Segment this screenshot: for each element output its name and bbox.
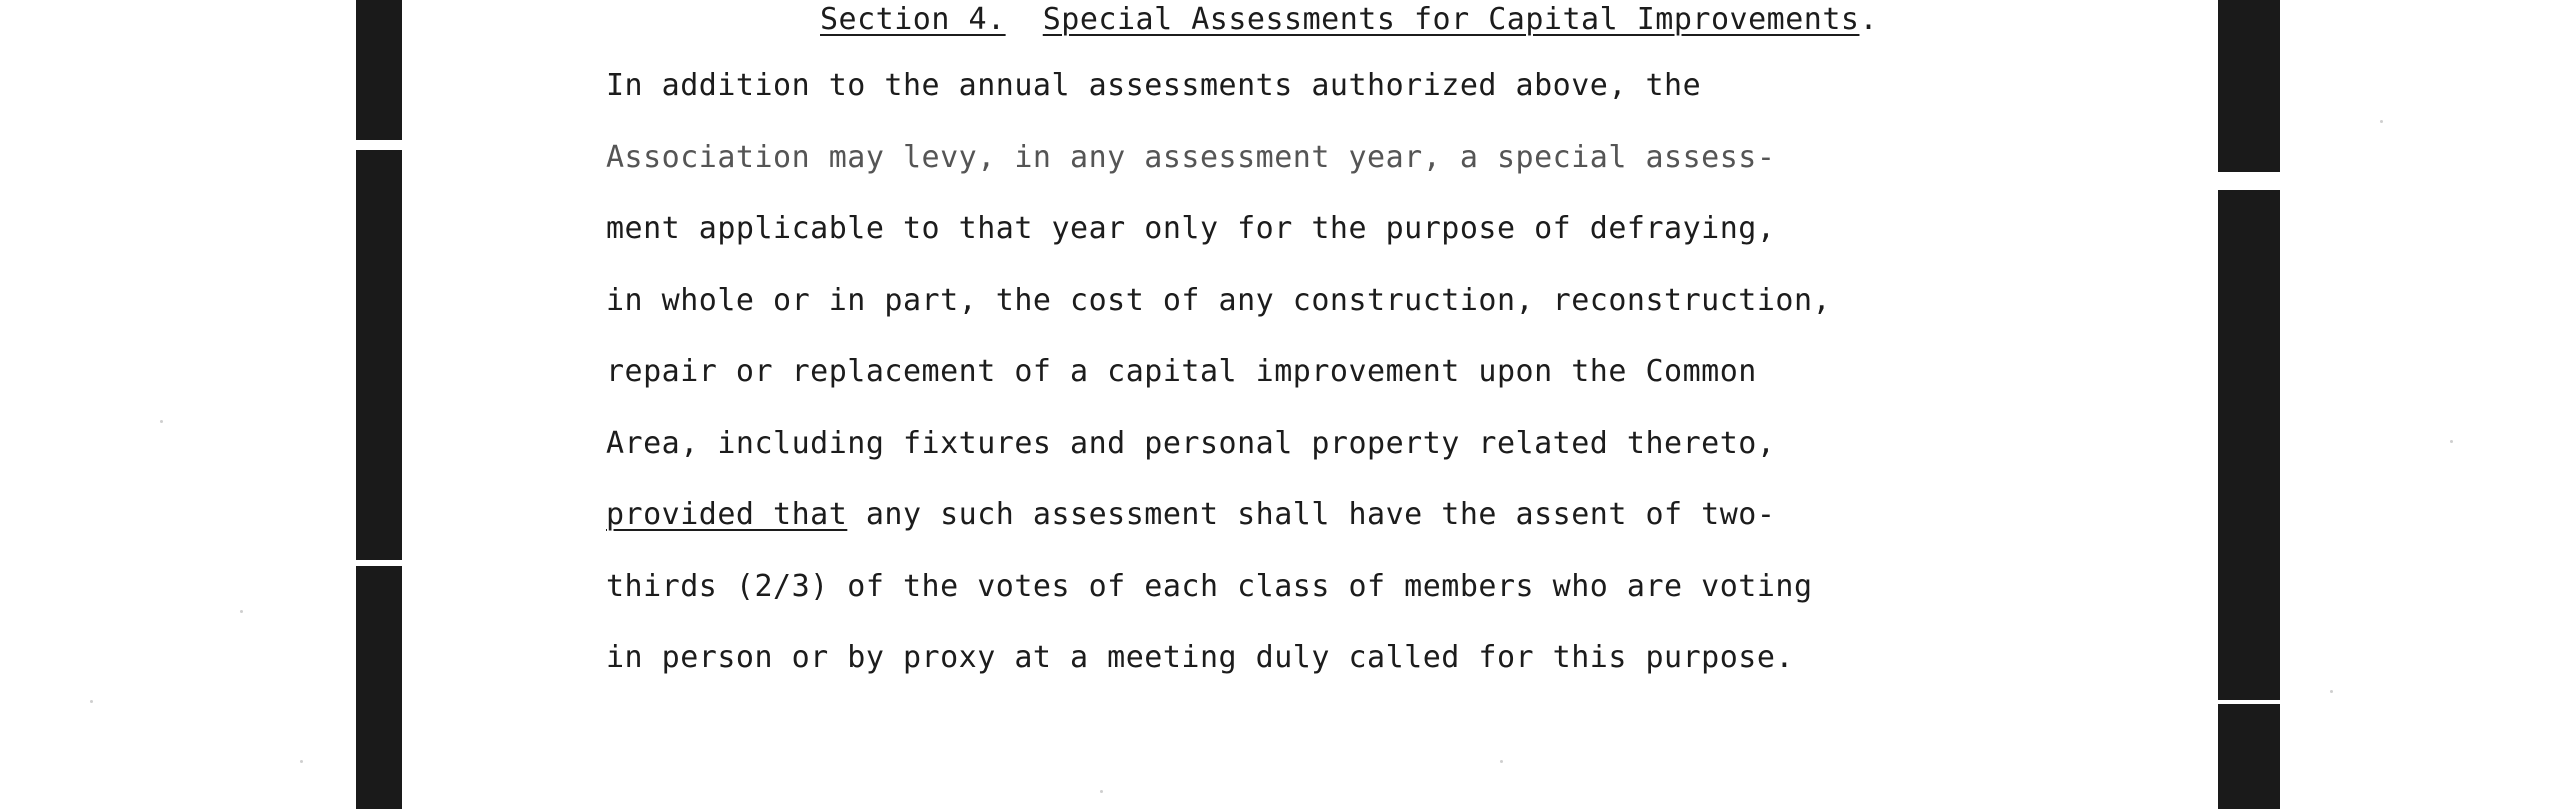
section-title: Special Assessments for Capital Improvements bbox=[1042, 2, 1860, 37]
section-title-period: . bbox=[1859, 2, 1879, 37]
body-line: Association may levy, in any assessment year, a special assess- bbox=[606, 139, 1776, 175]
body-line: Area, including fixtures and personal property related thereto, bbox=[606, 425, 1776, 461]
right-binding-edge bbox=[2218, 0, 2280, 809]
body-line: ment applicable to that year only for the purpose of defraying, bbox=[606, 211, 1776, 246]
body-line: thirds (2/3) of the votes of each class of members who are voting bbox=[606, 568, 1813, 604]
body-line: in person or by proxy at a meeting duly called for this purpose. bbox=[606, 640, 1794, 675]
section-number: Section 4. bbox=[820, 2, 1006, 37]
body-line-proviso bbox=[606, 495, 2046, 567]
body-line: In addition to the annual assessments authorized above, the bbox=[606, 68, 1702, 103]
proviso-rest: any such assessment shall have the assent of two- bbox=[847, 497, 1776, 532]
proviso-underlined: provided that bbox=[606, 497, 848, 532]
body-line: repair or replacement of a capital improvement upon the Common bbox=[606, 354, 1757, 389]
section-body bbox=[606, 66, 2046, 710]
section-heading bbox=[820, 2, 1878, 37]
left-binding-edge bbox=[356, 0, 402, 809]
body-line: in whole or in part, the cost of any construction, reconstruction, bbox=[606, 282, 1832, 318]
